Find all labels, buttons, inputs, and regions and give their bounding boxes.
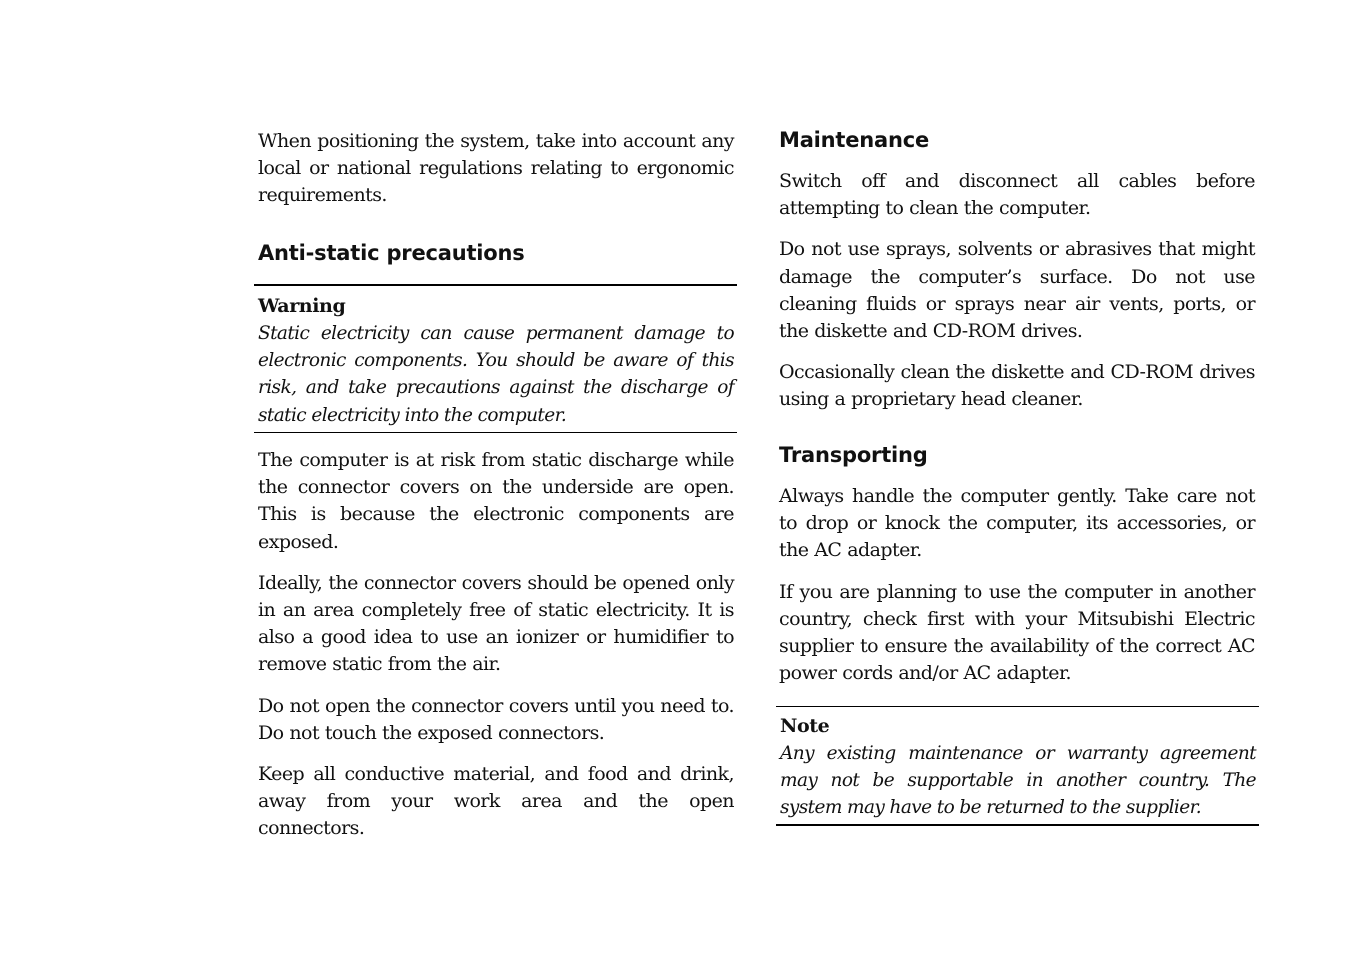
note-callout xyxy=(777,709,1259,828)
intro-paragraph: When positioning the system, take into account any local or national regulations relating to ergonomic requirements. xyxy=(258,130,734,207)
note-bottom-rule xyxy=(776,824,1259,826)
warning-title: Warning xyxy=(258,295,346,317)
maintenance-heading: Maintenance xyxy=(779,128,930,152)
warning-bottom-rule xyxy=(254,432,737,433)
anti-static-paragraph-4: Keep all conductive material, and food and drink, away from your work area and the open connectors. xyxy=(258,763,734,840)
note-title: Note xyxy=(780,715,830,737)
maintenance-paragraph-2: Do not use sprays, solvents or abrasives that might damage the computer’s surface. Do not use cleaning fluids or sprays near air vents, ports, or the diskette and CD-ROM drives. xyxy=(779,238,1255,343)
anti-static-paragraph-3: Do not open the connector covers until you need to. Do not touch the exposed connectors. xyxy=(258,694,734,744)
anti-static-body xyxy=(258,447,734,857)
warning-callout xyxy=(255,289,737,435)
maintenance-body xyxy=(779,168,1255,428)
note-text: Any existing maintenance or warranty agreement may not be supportable in another country. The system may have to be returned to the supplier. xyxy=(780,743,1256,819)
warning-top-rule xyxy=(254,284,737,286)
transporting-heading: Transporting xyxy=(779,443,928,467)
maintenance-paragraph-1: Switch off and disconnect all cables before attempting to clean the computer. xyxy=(779,170,1255,220)
anti-static-paragraph-1: The computer is at risk from static discharge while the connector covers on the underside are open. This is because the electronic components are exposed. xyxy=(258,449,734,553)
maintenance-paragraph-3: Occasionally clean the diskette and CD-ROM drives using a proprietary head cleaner. xyxy=(779,361,1255,411)
anti-static-heading: Anti-static precautions xyxy=(258,241,525,265)
transporting-paragraph-1: Always handle the computer gently. Take care not to drop or knock the computer, its accessories, or the AC adapter. xyxy=(779,485,1255,562)
transporting-paragraph-2: If you are planning to use the computer in another country, check first with your Mitsubishi Electric supplier to ensure the availability of the correct AC power cords and/or AC adapter. xyxy=(779,580,1255,685)
left-column xyxy=(258,128,734,224)
transporting-body xyxy=(779,483,1255,701)
warning-text: Static electricity can cause permanent damage to electronic components. You should be aware of this risk, and take precautions against the discharge of static electricity into the computer. xyxy=(258,323,734,426)
note-top-rule xyxy=(776,706,1259,707)
anti-static-paragraph-2: Ideally, the connector covers should be opened only in an area completely free of static electricity. It is also a good idea to use an ionizer or humidifier to remove static from the air. xyxy=(258,571,734,676)
